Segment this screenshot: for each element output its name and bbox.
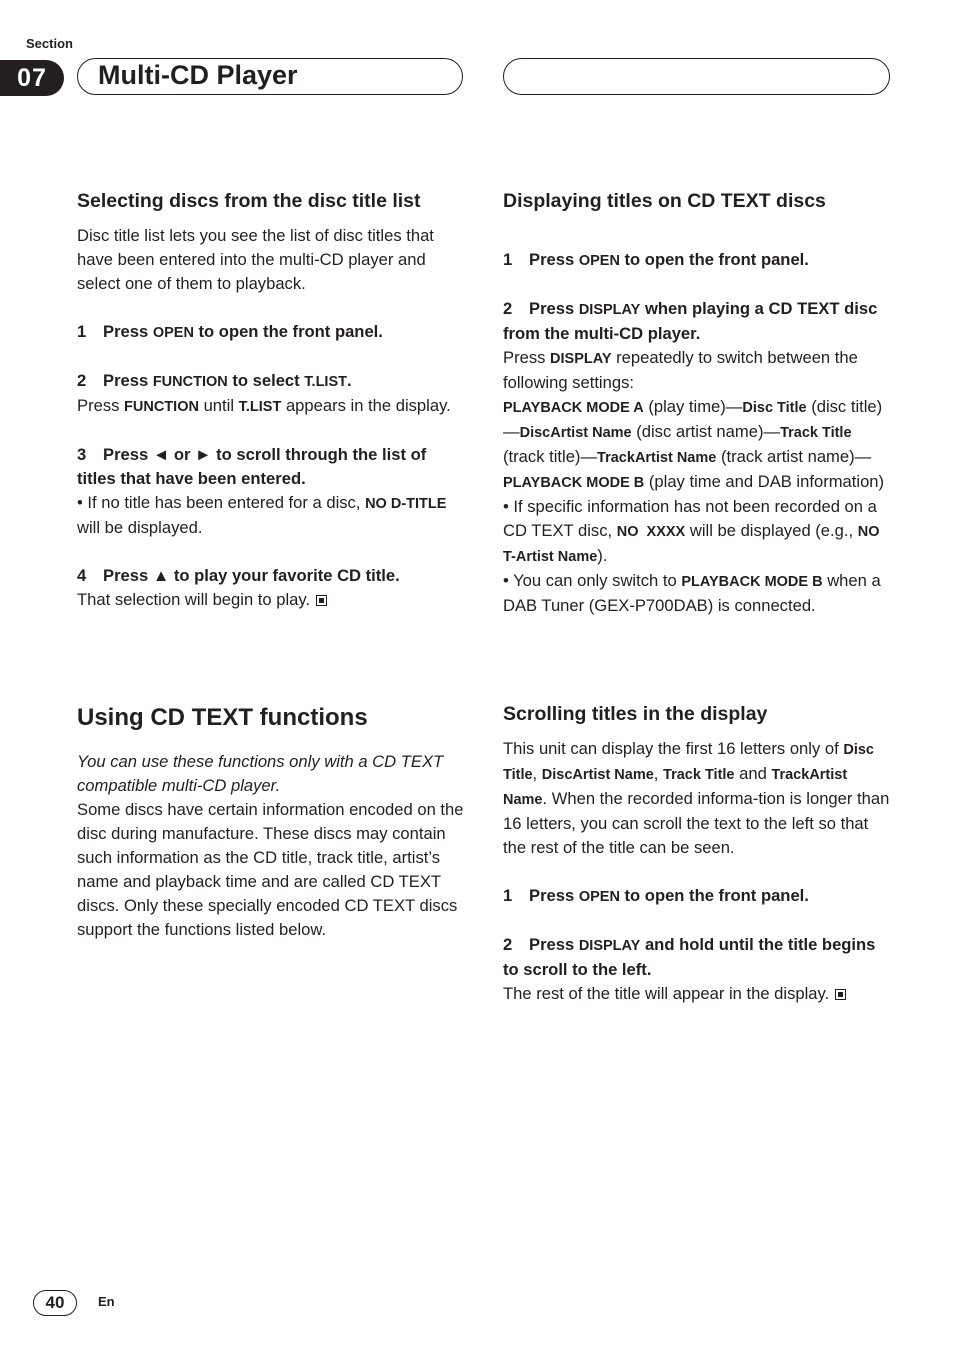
scrolling-body: This unit can display the first 16 letters only of Disc Title, DiscArtist Name, Track Title and TrackArtist Name. When the recorded informa-tion is longer than 16 letters, you can scroll the text to the left so that the rest of the title can be seen. xyxy=(503,739,890,857)
scrolling-section xyxy=(503,701,893,1006)
language-label: En xyxy=(98,1294,115,1309)
bullet-no-info: • If specific information has not been recorded on a CD TEXT disc, NO XXXX will be displayed (e.g., NO T-Artist Name). xyxy=(503,497,880,565)
section-label: Section xyxy=(26,36,73,51)
left-step-3-body: • If no title has been entered for a disc, NO D-TITLE will be displayed. xyxy=(77,493,447,537)
bullet-playback-mode-b: • You can only switch to PLAYBACK MODE B when a DAB Tuner (GEX-P700DAB) is connected. xyxy=(503,571,881,615)
right-column xyxy=(503,188,893,618)
heading-scrolling-titles: Scrolling titles in the display xyxy=(503,703,768,725)
end-of-section-icon xyxy=(835,989,846,1000)
left-step-4: 4 Press ▲ to play your favorite CD title. xyxy=(77,566,400,585)
selecting-intro: Disc title list lets you see the list of disc titles that have been entered into the multi-CD player and select one of them to playback. xyxy=(77,226,434,293)
scroll-step-2: 2 Press DISPLAY and hold until the title begins to scroll to the left. xyxy=(503,935,876,979)
chapter-title-box xyxy=(77,58,463,95)
chapter-title: Multi-CD Player xyxy=(98,60,298,90)
heading-selecting-discs: Selecting discs from the disc title list xyxy=(77,190,421,212)
left-step-4-body: That selection will begin to play. xyxy=(77,588,467,612)
display-settings-list: PLAYBACK MODE A (play time)—Disc Title (disc title)—DiscArtist Name (disc artist name)—Track Title (track title)—TrackArtist Name (track artist name)—PLAYBACK MODE B (play time and DAB information) xyxy=(503,397,885,491)
right-step-1: 1 Press OPEN to open the front panel. xyxy=(503,250,809,269)
end-of-section-icon xyxy=(316,595,327,606)
empty-header-box xyxy=(503,58,890,95)
page-number: 40 xyxy=(33,1290,77,1316)
left-column xyxy=(77,188,467,612)
section-number-badge: 07 xyxy=(0,60,64,96)
heading-displaying-titles: Displaying titles on CD TEXT discs xyxy=(503,190,826,212)
left-step-2: 2 Press FUNCTION to select T.LIST. xyxy=(77,371,352,390)
heading-using-cd-text: Using CD TEXT functions xyxy=(77,704,368,731)
right-step-2: 2 Press DISPLAY when playing a CD TEXT disc from the multi-CD player. xyxy=(503,299,878,343)
using-body: Some discs have certain information encoded on the disc during manufacture. These discs may contain such information as the CD title, track title, artist’s name and playback time and are called CD TEXT discs. Only these specially encoded CD TEXT discs support the functions listed below. xyxy=(77,800,464,939)
right-step-2-body: Press DISPLAY repeatedly to switch between the following settings: xyxy=(503,348,858,392)
scroll-step-2-body: The rest of the title will appear in the display. xyxy=(503,982,893,1006)
left-step-1: 1 Press OPEN to open the front panel. xyxy=(77,322,383,341)
scroll-step-1: 1 Press OPEN to open the front panel. xyxy=(503,886,809,905)
using-cd-text-section xyxy=(77,703,467,942)
using-note: You can use these functions only with a CD TEXT compatible multi-CD player. xyxy=(77,752,444,795)
left-step-2-body: Press FUNCTION until T.LIST appears in the display. xyxy=(77,396,451,415)
left-step-3: 3 Press ◄ or ► to scroll through the list of titles that have been entered. xyxy=(77,445,427,488)
